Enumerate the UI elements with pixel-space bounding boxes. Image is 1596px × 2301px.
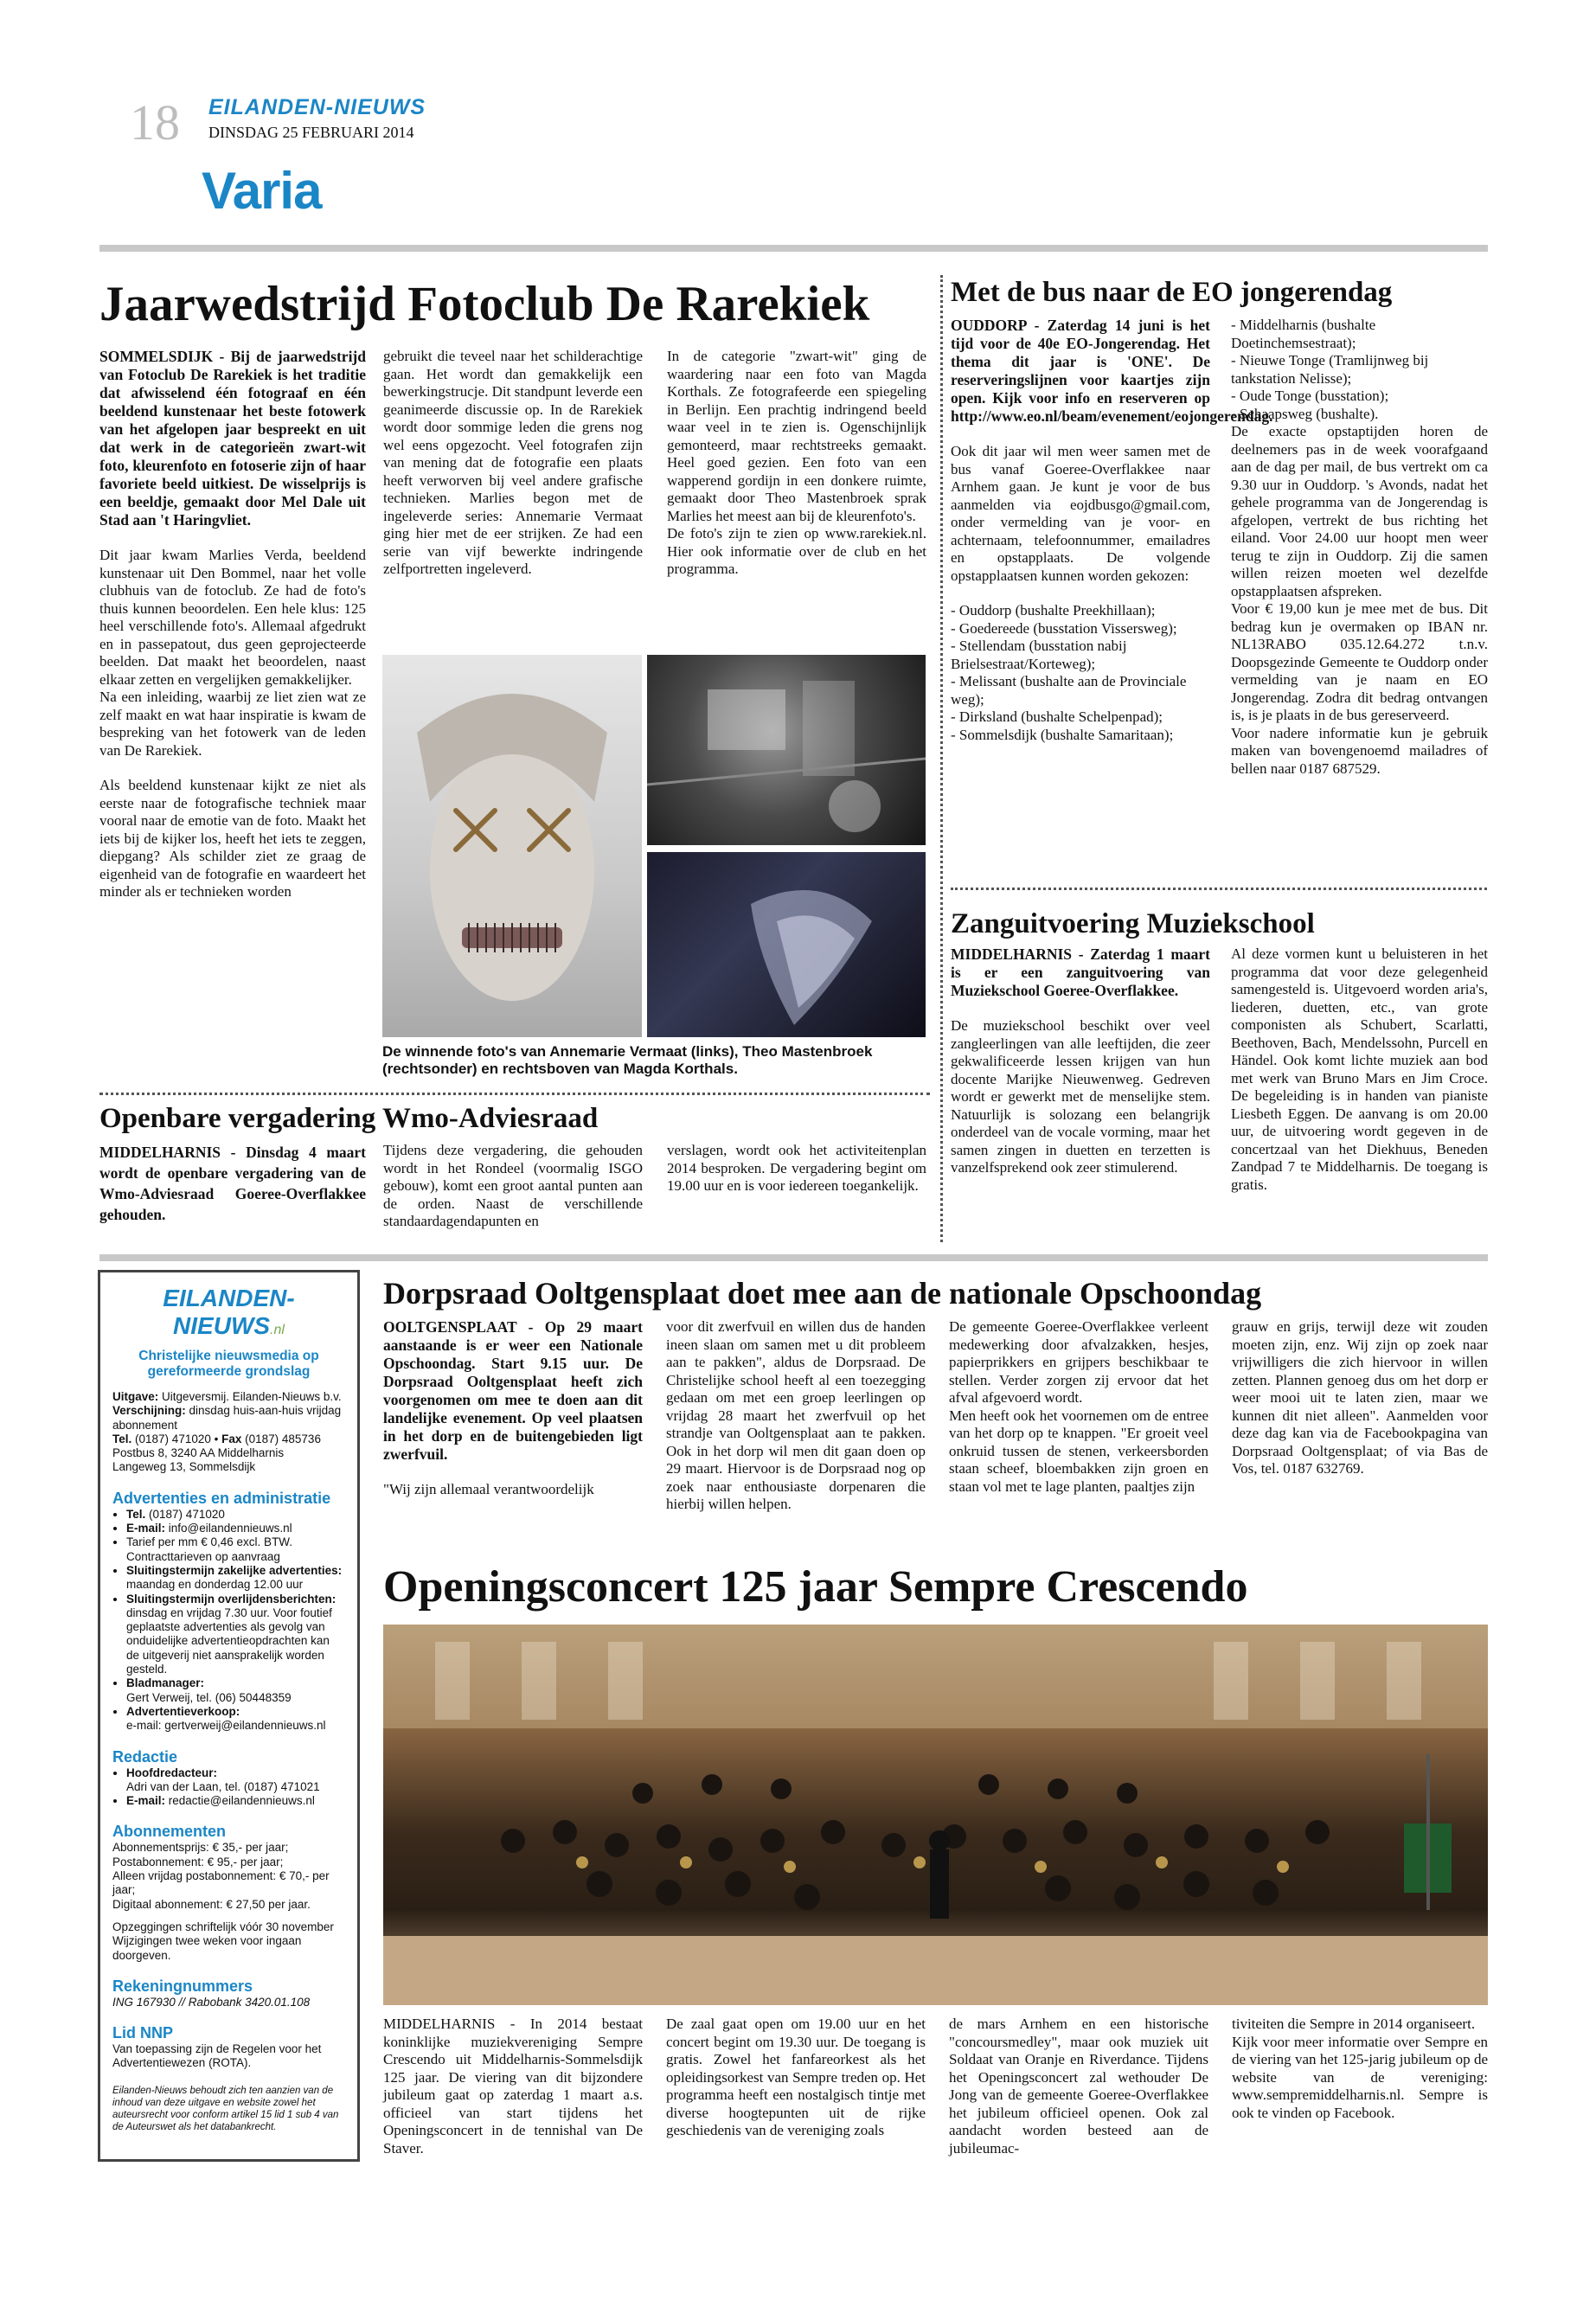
eo-stop: - Dirksland (bushalte Schelpenpad); (951, 708, 1163, 725)
page-number: 18 (130, 94, 180, 151)
photo-portrait-annemarie-vermaat (382, 655, 642, 1037)
dorpsraad-paragraph: voor dit zwerfvuil en willen dus de handen ineen slaan om samen met u dit probleem aan te pakken", aldus de Dorpsraad. De Christelijke school heeft al een toezegging gedaan om met een groep leerlingen op vrijdag 28 maart het zwerfvuil op het strandje van Ooltgensplaat aan te pakken. Ook in het dorp wil men dit gaan doen op 29 maart. Hiervoor is de Dorpsraad nog op zoek naar enthousiaste dorpenaren die hierbij willen helpen. (666, 1318, 926, 1512)
dorpsraad-col1 (383, 1318, 643, 1499)
header-rule (99, 245, 1488, 252)
eo-stop: - Sommelsdijk (bushalte Samaritaan); (951, 726, 1174, 743)
eo-stop: - Goedereede (busstation Vissersweg); (951, 619, 1177, 637)
colofon-abonnementen: Abonnementsprijs: € 35,- per jaar; Postabonnement: € 95,- per jaar; Alleen vrijdag postabonnement: € 70,- per jaar; Digitaal abonnement: € 27,50 per jaar. Opzeggingen schriftelijk vóór 30 november Wijzigingen twee weken voor ingaan doorgeven. (112, 1841, 334, 1962)
concert-paragraph: de mars Arnhem en een historische "concoursmedley", maar ook muziek uit Soldaat van Oranje en Riverdance. Tijdens het Openingsconcert zal wethouder De Jong van de gemeente Goeree-Overflakkee het jubileum officieel openen. Ook zal aandacht worden besteed aan de jubileumac- (949, 2016, 1208, 2157)
eo-paragraph: Voor € 19,00 kun je mee met de bus. Dit bedrag kun je overmaken op IBAN nr. NL13RABO 035.12.64.272 t.n.v. Doopsgezinde Gemeente te Ouddorp onder vermelding van je naam en EO Jongerendag. Zodra dit bedrag ontvangen is, is je plaats in de bus gereserveerd. (1231, 600, 1488, 723)
dorpsraad-col3 (949, 1318, 1208, 1496)
section-divider (951, 888, 1487, 890)
colofon-rekening-heading: Rekeningnummers (112, 1977, 253, 1995)
curtain-illustration (647, 852, 926, 1037)
eo-lead: OUDDORP - Zaterdag 14 juni is het tijd voor de 40e EO-Jongerendag. Het thema dit jaar is 'ONE'. De reserveringslijnen voor kaartjes zijn open. Kijk voor info en reserveren op http://www.eo.nl/beam/evenement/eojongerendag. (951, 317, 1273, 425)
issue-date: DINSDAG 25 FEBRUARI 2014 (208, 124, 414, 141)
colofon-adv-heading: Advertenties en administratie (112, 1489, 331, 1507)
wmo-paragraph: Tijdens deze vergadering, die gehouden wordt in het Rondeel (voormalig ISGO gebouw), komt een groot aantal punten aan de orden. Naast de verschillende standaardagendapunten en (383, 1142, 643, 1229)
colofon-redactie-list: • Hoofdredacteur: Adri van der Laan, tel. (0187) 471021 • E-mail: redactie@eilandennieuws.nl (112, 1766, 345, 1809)
fotoclub-col2 (383, 348, 643, 579)
eo-stop: - Stellendam (busstation nabij Brielsestraat/Korteweg); (951, 638, 1127, 672)
dorpsraad-col4 (1232, 1318, 1488, 1478)
colofon-adv-list: • Tel. (0187) 471020 • E-mail: info@eilandennieuws.nl • Tarief per mm € 0,46 excl. BTW. Contracttarieven op aanvraag • Sluitingstermijn zakelijke advertenties: maandag en donderdag 12.00 uur • Sluitingstermijn overlijdensberichten: dinsdag en vrijdag 7.30 uur. Voor foutief geplaatste advertenties als gevolg van onduidelijke advertentieopdrachten kan de uitgeverij niet aansprakelijk worden gesteld. • Bladmanager: Gert Verweij, tel. (06) 50448359 • Advertentieverkoop: e-mail: gertverweij@eilandennieuws.nl (112, 1508, 345, 1734)
concert-col1 (383, 2016, 643, 2157)
eo-stop: - Schaapsweg (bushalte). (1231, 405, 1379, 422)
fotoclub-paragraph: Dit jaar kwam Marlies Verda, beeldend kunstenaar uit Den Bommel, naar het volle clubhuis van de fotoclub. Ze had de foto's thuis kunnen beoordelen. Een hele klus: 125 heel verschillende foto's. Allemaal afgedrukt en in passepatout, dus geen geprojecteerde beelden. Dat maakt het beoordelen, naast elkaar zetten en vergelijken gemakkelijker. (99, 547, 366, 688)
fotoclub-col3 (667, 348, 926, 579)
eo-col1 (951, 317, 1273, 744)
colofon-nnp: Van toepassing zijn de Regelen voor het Advertentiewezen (ROTA). (112, 2042, 322, 2070)
concert-paragraph: tiviteiten die Sempre in 2014 organiseert. (1232, 2016, 1476, 2032)
orchestra-illustration (383, 1625, 1488, 2005)
section-rule (99, 1254, 1488, 1261)
muziek-col1 (951, 945, 1210, 1177)
fotoclub-paragraph: gebruikt die teveel naar het schilderachtige gaan. Het wordt dan gemakkelijk een bewerkingstrucje. Dit standpunt leverde een geanimeerde discussie op. In de Rarekiek wordt door sommige leden die grens nog wel eens opgezocht. Veel fotografen zijn van mening dat de fotografie een plaats heeft verworven bij veel andere grafische technieken. Marlies begon met de ingeleverde series: Annemarie Vermaat ging hier met de eer strijken. Ze had een serie van vijf bewerkte indringende zelfportretten ingeleverd. (383, 348, 643, 577)
masthead-logo: EILANDEN-NIEUWS (208, 95, 426, 119)
fotoclub-photo-caption: De winnende foto's van Annemarie Vermaat (links), Theo Mastenbroek (rechtsonder) en rechtsboven van Magda Korthals. (382, 1043, 873, 1077)
eo-stops-list (951, 602, 1210, 744)
eo-stop: - Middelharnis (bushalte Doetinchemsestraat); (1231, 317, 1376, 351)
muziek-lead: MIDDELHARNIS - Zaterdag 1 maart is er een zanguitvoering van Muziekschool Goeree-Overflakkee. (951, 945, 1210, 999)
colofon-legal: Eilanden-Nieuws behoudt zich ten aanzien van de inhoud van deze uitgave en website zowel het auteursrecht voor conform artikel 15 lid 1 sub 4 van de Auteurswet als het databankrecht. (112, 2085, 339, 2132)
muziek-paragraph: De muziekschool beschikt over veel zangleerlingen van alle leeftijden, die zeer gekwalificeerde lessen krijgen van hun docente Marijke Nieuwenweg. Gedreven wordt er gewerkt met de menselijke stem. Natuurlijk is solozang een belangrijk onderdeel van de vocale vorming, maar het samen zingen in duetten en terzetten is vanzelfsprekend ook zeer stimulerend. (951, 1017, 1210, 1176)
colofon-abonnementen-heading: Abonnementen (112, 1823, 227, 1841)
wmo-col1 (99, 1142, 366, 1225)
column-divider (940, 275, 943, 1242)
eo-stop: - Nieuwe Tonge (Tramlijnweg bij tankstation Nelisse); (1231, 352, 1429, 387)
colofon-publisher: Uitgave: Uitgeversmij. Eilanden-Nieuws b.v. Verschijning: dinsdag huis-aan-huis vrijdag abonnement Tel. (0187) 471020 • Fax (0187) 485736 Postbus 8, 3240 AA Middelharnis Langeweg 13, Sommelsdijk (112, 1390, 342, 1474)
fotoclub-headline: Jaarwedstrijd Fotoclub De Rarekiek (99, 277, 870, 331)
dorpsraad-paragraph: De gemeente Goeree-Overflakkee verleent medewerking door afvalzakken, hesjes, papierprikkers en grijpers beschikbaar te stellen. Verder zorgen zij ervoor dat het afval afgevoerd wordt. (949, 1318, 1208, 1406)
fotoclub-paragraph: Na een inleiding, waarbij ze liet zien wat ze zelf maakt en wat haar inspiratie is kwam de bespreking van het fotowerk van de leden van De Rarekiek. (99, 689, 366, 759)
dorpsraad-headline: Dorpsraad Ooltgensplaat doet mee aan de nationale Opschoondag (383, 1276, 1262, 1311)
eo-stop: - Ouddorp (bushalte Preekhillaan); (951, 602, 1156, 619)
concert-col4 (1232, 2016, 1488, 2122)
wmo-lead: MIDDELHARNIS - Dinsdag 4 maart wordt de openbare vergadering van de Wmo-Adviesraad Goeree-Overflakkee gehouden. (99, 1144, 366, 1223)
fotoclub-lead: SOMMELSDIJK - Bij de jaarwedstrijd van Fotoclub De Rarekiek is het traditie dat afwisselend één fotograaf en één beeldend kunstenaar het beste fotowerk van het afgelopen jaar bespreekt en uit dat werk in de categorieën zwart-wit foto, kleurenfoto en fotoserie zijn of haar favoriete beeld uitkiest. De wisselprijs is een beeldje, gemaakt door Mel Dale uit Stad aan 't Haringvliet. (99, 348, 366, 529)
fotoclub-paragraph: De foto's zijn te zien op www.rarekiek.nl. Hier ook informatie over de club en het programma. (667, 525, 926, 577)
eo-paragraph: Voor nadere informatie kun je gebruik maken van bovengenoemd mailadres of bellen naar 0187 687529. (1231, 724, 1488, 777)
concert-col2 (666, 2016, 926, 2140)
colofon-redactie-heading: Redactie (112, 1747, 178, 1766)
reflection-illustration (647, 655, 926, 845)
section-title: Varia (202, 162, 322, 220)
dorpsraad-paragraph: "Wij zijn allemaal verantwoordelijk (383, 1481, 594, 1497)
muziek-col2 (1231, 945, 1488, 1194)
colofon-rekening: ING 167930 // Rabobank 3420.01.108 (112, 1995, 311, 2009)
colofon-logo: EILANDEN-NIEUWS.nl (163, 1285, 295, 1339)
eo-paragraph: Ook dit jaar wil men weer samen met de bus vanaf Goeree-Overflakkee naar Arnhem gaan. Je kunt je voor de bus aanmelden via eojdbusgo@gmail.com, onder vermelding van je voor- en achternaam, telefoonnummer, emailadres en opstapplaats. De volgende opstapplaatsen kunnen worden gekozen: (951, 443, 1210, 584)
muziek-headline: Zanguitvoering Muziekschool (951, 908, 1315, 939)
concert-paragraph: Kijk voor meer informatie over Sempre en de viering van het 125-jarig jubileum op de website van de vereniging: www.sempremiddelharnis.nl. Sempre is ook te vinden op Facebook. (1232, 2033, 1488, 2121)
concert-headline: Openingsconcert 125 jaar Sempre Crescendo (383, 1562, 1248, 1612)
muziek-paragraph: Al deze vormen kunt u beluisteren in het programma dat voor deze gelegenheid samengesteld is. Uitgevoerd worden aria's, liederen, duetten, etc., van grote componisten als Schubert, Scarlatti, Beethoven, Bach, Mendelssohn, Purcell en Händel. Ook komt lichte muziek aan bod met werk van Bruno Mars en Jim Croce. De begeleiding is in handen van pianiste Liesbeth Eggen. De aanvang is om 20.00 uur, de uitvoering wordt gegeven in de concertzaal van het Diekhuus, Beneden Zandpad 7 te Middelharnis. De toegang is gratis. (1231, 945, 1488, 1193)
wmo-paragraph: verslagen, wordt ook het activiteitenplan 2014 besproken. De vergadering begint om 19.00 uur en is voor iedereen toegankelijk. (667, 1142, 926, 1194)
fotoclub-col1 (99, 348, 366, 901)
eo-headline: Met de bus naar de EO jongerendag (951, 277, 1393, 308)
concert-paragraph: MIDDELHARNIS - In 2014 bestaat koninklijke muziekvereniging Sempre Crescendo uit Middelharnis-Sommelsdijk 125 jaar. De viering van dit bijzondere jubileum gaat op zaterdag 1 maart a.s. officieel van start tijdens het Openingsconcert in de tennishal van De Staver. (383, 2016, 643, 2157)
concert-col3 (949, 2016, 1208, 2157)
dorpsraad-lead: OOLTGENSPLAAT - Op 29 maart aanstaande is er weer een Nationale Opschoondag. Start 9.15 uur. De Dorpsraad Ooltgensplaat heeft zich voorgenomen om mee te doen aan dit landelijke evenement. Op veel plaatsen in het dorp en de buitengebieden ligt zwerfvuil. (383, 1318, 643, 1463)
colofon-tagline: Christelijke nieuwsmedia op gereformeerde grondslag (138, 1349, 319, 1379)
dorpsraad-paragraph: Men heeft ook het voornemen om de entree van het dorp op te knappen. "Er groeit veel onkruid tussen de stenen, verkeersborden staan scheef, bloembakken zijn groen en staan vol met te lage planten, paaltjes zijn (949, 1407, 1208, 1495)
eo-paragraph: De exacte opstaptijden horen de deelnemers pas in de week voorafgaand aan de dag per mail, de bus vertrekt om ca 9.30 uur in Ouddorp. 's Avonds, nadat het gehele programma van de Jongerendag is afgelopen, vertrekt de bus richting het eiland. Voor 24.00 uur hoopt men weer terug te zijn in Ouddorp. Zij die samen willen reizen moeten wel dezelfde opstapplaatsen afspreken. (1231, 423, 1488, 599)
dorpsraad-col2 (666, 1318, 926, 1514)
colofon-box (98, 1270, 360, 2162)
dorpsraad-paragraph: grauw en grijs, terwijl deze wit zouden moeten zijn, enz. Wij zijn op zoek naar vrijwilligers die zich hiervoor in willen zetten. Plannen genoeg dus om het dorp er weer mooi uit te laten zien, maar we kunnen dit niet alleen". Aanmelden voor deze dag kan via de Facebookpagina van Dorpsraad Ooltgensplaat; of via Bas de Vos, tel. 0187 632769. (1232, 1318, 1488, 1477)
photo-berlin-reflection-magda-korthals (647, 655, 926, 845)
eo-col2 (1231, 317, 1488, 778)
wmo-col2 (383, 1142, 643, 1231)
wmo-col3 (667, 1142, 926, 1195)
fotoclub-paragraph: Als beeldend kunstenaar kijkt ze niet als eerste naar de fotografische techniek maar vooral naar de emotie van de foto. Maakt het iets bij de kijker los, heeft het iets te zeggen, diepgang? Als schilder ziet ze graag de eigenheid van de fotografie en waardeert het minder als er technieken worden (99, 777, 366, 900)
colofon-nnp-heading: Lid NNP (112, 2024, 173, 2042)
eo-stop: - Oude Tonge (busstation); (1231, 388, 1389, 404)
wmo-headline: Openbare vergadering Wmo-Adviesraad (99, 1103, 599, 1134)
photo-concert-orchestra (383, 1625, 1488, 2005)
section-divider (99, 1093, 930, 1095)
portrait-illustration (382, 655, 642, 1037)
photo-curtain-theo-mastenbroek (647, 852, 926, 1037)
fotoclub-paragraph: In de categorie "zwart-wit" ging de waardering naar een foto van Magda Korthals. Ze fotografeerde een spiegeling in Berlijn. Een prachtig indringend beeld waar veel in te zien is. Ogenschijnlijk gemonteerd, maar rechtstreeks gemaakt. Heel goed gezien. Een foto van een wapperend gordijn in een donkere ruimte, gemaakt door Theo Mastenbroek sprak Marlies het meest aan bij de kleurenfoto's. (667, 348, 926, 524)
concert-paragraph: De zaal gaat open om 19.00 uur en het concert begint om 19.30 uur. De toegang is gratis. Zowel het fanfareorkest als het opleidingsorkest van Sempre treden op. Het programma heeft een nostalgisch tintje met diverse hoogtepunten uit de rijke geschiedenis van de vereniging zoals (666, 2016, 926, 2138)
eo-stop: - Melissant (bushalte aan de Provinciale weg); (951, 673, 1187, 708)
